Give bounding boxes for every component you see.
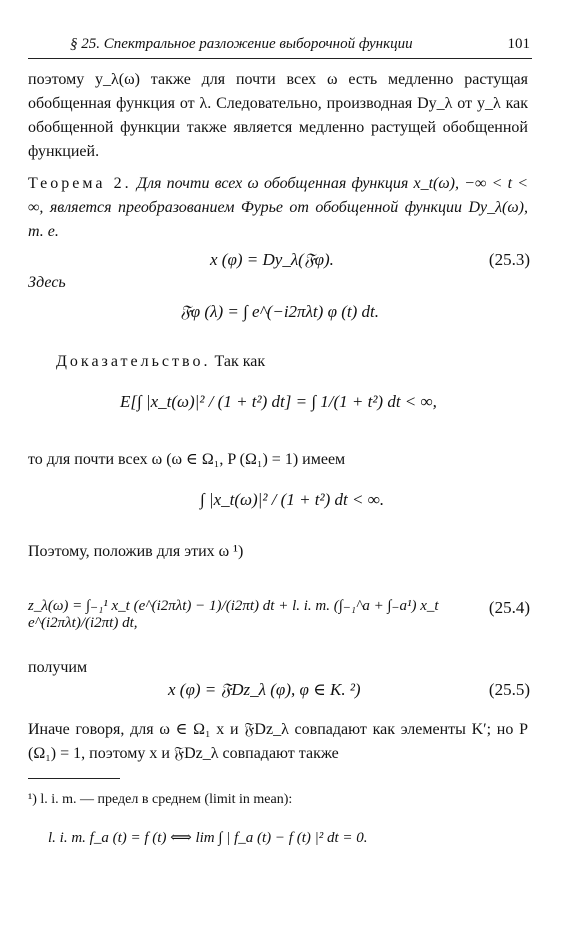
theorem-text: Для почти всех ω обобщенная функция x_t(ω), −∞ < t < ∞, является преобразованием Фурье от обобщенной функции Dy_λ(ω), т. е. [28, 175, 529, 240]
paragraph-hence-text: Поэтому, положив для этих ω ¹) [28, 543, 244, 560]
equation-25-5: x (φ) = 𝔉Dz_λ (φ), φ ∈ K. ²) [168, 680, 361, 699]
footnote-formula: l. i. m. f_a (t) = f (t) ⟺ lim ∫ | f_a (t) − f (t) |² dt = 0. [48, 830, 368, 846]
proof-label: Доказательство. [56, 353, 211, 370]
running-header [70, 36, 530, 53]
footnote-text: ¹) l. i. m. — предел в среднем (limit in mean): [28, 792, 293, 807]
paragraph-get-text: получим [28, 659, 88, 676]
paragraph-last-text: Иначе говоря, для ω ∈ Ω₁ x и 𝔉Dz_λ совпадают как элементы K′; но P (Ω₁) = 1, поэтому x и 𝔉Dz_λ совпадают также [28, 721, 528, 762]
equation-number-25-4: (25.4) [488, 598, 530, 617]
paragraph-intro-text: поэтому y_λ(ω) также для почти всех ω есть медленно растущая обобщенная функция от λ. Следовательно, производная Dy_λ от y_λ как обобщенной функции также является медленно растущей обобщенной функцией. [28, 71, 528, 160]
paragraph-get [28, 656, 528, 680]
theorem-2 [28, 172, 528, 244]
running-title: § 25. Спектральное разложение выборочной функции [70, 36, 413, 52]
equation-number-25-5: (25.5) [488, 680, 530, 699]
footnote-rule [28, 778, 120, 779]
proof-text: Так как [214, 353, 266, 370]
proof-intro [28, 350, 528, 374]
theorem-label: Теорема 2. [28, 175, 132, 192]
paragraph-then [28, 448, 528, 472]
here-label: Здесь [28, 274, 66, 291]
equation-25-3: x (φ) = Dy_λ(𝔉φ). [210, 250, 334, 269]
equation-expectation: E[∫ |x_t(ω)|² / (1 + t²) dt] = ∫ 1/(1 + t²) dt < ∞, [120, 392, 437, 411]
paragraph-last [28, 718, 528, 766]
equation-finite-integral: ∫ |x_t(ω)|² / (1 + t²) dt < ∞. [200, 490, 385, 509]
paragraph-hence [28, 540, 528, 564]
equation-fourier-definition: 𝔉φ (λ) = ∫ e^(−i2πλt) φ (t) dt. [180, 302, 379, 321]
equation-number-25-3: (25.3) [488, 250, 530, 269]
page-number: 101 [507, 36, 530, 52]
equation-25-4: z_λ(ω) = ∫₋₁¹ x_t (e^(i2πλt) − 1)/(i2πt) dt + l. i. m. (∫₋₁^a + ∫₋a¹) x_t e^(i2πλt)/(i2πt) dt, [28, 598, 439, 631]
paragraph-intro [28, 68, 528, 164]
paragraph-then-text: то для почти всех ω (ω ∈ Ω₁, P (Ω₁) = 1) имеем [28, 451, 346, 468]
header-rule [28, 58, 532, 59]
